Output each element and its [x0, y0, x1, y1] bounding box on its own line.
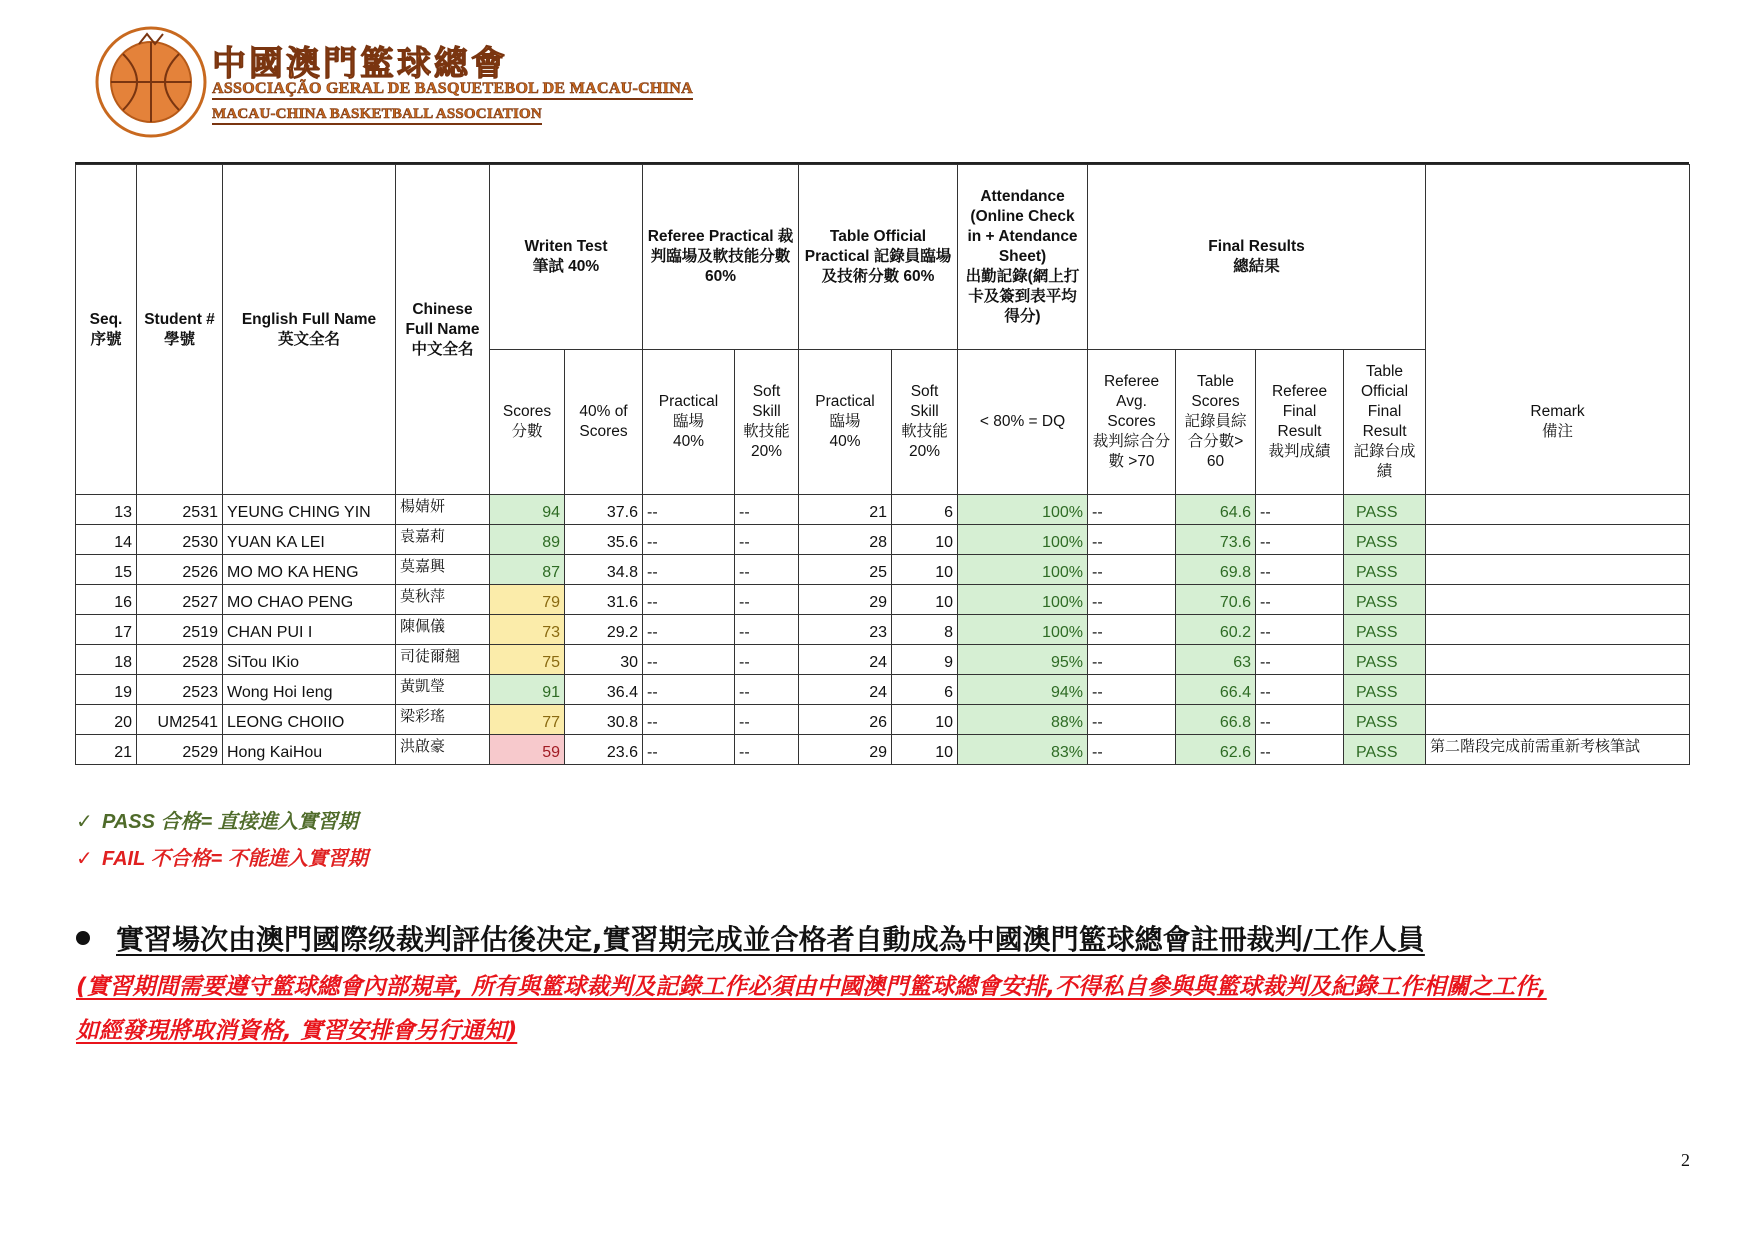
cell-seq: 19 — [76, 675, 137, 705]
cell-score: 89 — [490, 525, 565, 555]
cell-to-final: PASS — [1344, 525, 1426, 555]
cell-ref-soft: -- — [735, 615, 799, 645]
cell-english-name: YUAN KA LEI — [223, 525, 396, 555]
table-row — [76, 615, 1690, 645]
cell-remark — [1426, 675, 1690, 705]
legend-fail: ✓ FAIL 不合格= 不能進入實習期 — [76, 848, 368, 870]
cell-to-practical: 26 — [799, 705, 892, 735]
cell-chinese-name: 洪啟豪 — [396, 735, 490, 765]
cell-referee-avg: -- — [1088, 615, 1176, 645]
cell-to-final: PASS — [1344, 555, 1426, 585]
cell-remark — [1426, 645, 1690, 675]
cell-student-no: 2530 — [137, 525, 223, 555]
cell-to-soft: 10 — [892, 555, 958, 585]
results-table — [75, 164, 1690, 765]
basketball-seal-icon — [95, 26, 207, 138]
cell-english-name: LEONG CHOIIO — [223, 705, 396, 735]
sub-to-practical: Practical 臨場 40% — [799, 350, 892, 495]
cell-attendance: 100% — [958, 525, 1088, 555]
col-student-no: Student # 學號 — [137, 165, 223, 495]
sub-scores: Scores 分數 — [490, 350, 565, 495]
cell-referee-avg: -- — [1088, 525, 1176, 555]
sub-pct-scores: 40% of Scores — [565, 350, 643, 495]
cell-pct-score: 31.6 — [565, 585, 643, 615]
cell-chinese-name: 司徒爾翹 — [396, 645, 490, 675]
cell-to-soft: 6 — [892, 495, 958, 525]
cell-remark — [1426, 525, 1690, 555]
cell-chinese-name: 莫秋萍 — [396, 585, 490, 615]
cell-chinese-name: 莫嘉興 — [396, 555, 490, 585]
cell-referee-final: -- — [1256, 675, 1344, 705]
cell-pct-score: 29.2 — [565, 615, 643, 645]
cell-table-score: 60.2 — [1176, 615, 1256, 645]
org-name-portuguese: ASSOCIAÇÃO GERAL DE BASQUETEBOL DE MACAU-CHINA — [212, 80, 693, 97]
cell-to-soft: 10 — [892, 585, 958, 615]
cell-to-soft: 10 — [892, 735, 958, 765]
col-seq: Seq. 序號 — [76, 165, 137, 495]
cell-score: 79 — [490, 585, 565, 615]
legend-pass: ✓ PASS 合格= 直接進入實習期 — [76, 811, 358, 833]
cell-seq: 18 — [76, 645, 137, 675]
cell-remark — [1426, 585, 1690, 615]
table-row — [76, 555, 1690, 585]
cell-score: 77 — [490, 705, 565, 735]
cell-student-no: 2526 — [137, 555, 223, 585]
cell-ref-practical: -- — [643, 675, 735, 705]
cell-pct-score: 37.6 — [565, 495, 643, 525]
cell-to-practical: 25 — [799, 555, 892, 585]
cell-to-practical: 24 — [799, 675, 892, 705]
cell-remark — [1426, 615, 1690, 645]
cell-english-name: SiTou IKio — [223, 645, 396, 675]
cell-table-score: 64.6 — [1176, 495, 1256, 525]
cell-score: 75 — [490, 645, 565, 675]
cell-to-soft: 10 — [892, 525, 958, 555]
cell-ref-soft: -- — [735, 675, 799, 705]
cell-table-score: 69.8 — [1176, 555, 1256, 585]
cell-ref-practical: -- — [643, 735, 735, 765]
cell-seq: 21 — [76, 735, 137, 765]
cell-ref-soft: -- — [735, 645, 799, 675]
cell-table-score: 73.6 — [1176, 525, 1256, 555]
cell-referee-avg: -- — [1088, 555, 1176, 585]
cell-seq: 13 — [76, 495, 137, 525]
cell-to-final: PASS — [1344, 585, 1426, 615]
cell-pct-score: 30 — [565, 645, 643, 675]
cell-score: 73 — [490, 615, 565, 645]
check-icon: ✓ — [76, 811, 93, 833]
col-referee-practical: Referee Practical 裁判臨場及軟技能分數 60% — [643, 165, 799, 350]
cell-table-score: 62.6 — [1176, 735, 1256, 765]
table-row — [76, 705, 1690, 735]
check-icon: ✓ — [76, 848, 93, 870]
cell-to-final: PASS — [1344, 495, 1426, 525]
cell-table-score: 63 — [1176, 645, 1256, 675]
cell-english-name: MO MO KA HENG — [223, 555, 396, 585]
table-row — [76, 525, 1690, 555]
cell-referee-avg: -- — [1088, 495, 1176, 525]
cell-to-final: PASS — [1344, 735, 1426, 765]
cell-pct-score: 30.8 — [565, 705, 643, 735]
cell-attendance: 95% — [958, 645, 1088, 675]
col-final-results: Final Results 總結果 — [1088, 165, 1426, 350]
org-name-chinese: 中國澳門籃球總會 — [212, 44, 508, 84]
cell-score: 94 — [490, 495, 565, 525]
cell-table-score: 66.4 — [1176, 675, 1256, 705]
sub-referee-avg: Referee Avg. Scores 裁判綜合分數 >70 — [1088, 350, 1176, 495]
cell-remark — [1426, 555, 1690, 585]
col-attendance: Attendance (Online Check in + Atendance Sheet) 出勤記錄(網上打卡及簽到表平均得分) — [958, 165, 1088, 350]
cell-to-soft: 10 — [892, 705, 958, 735]
cell-pct-score: 35.6 — [565, 525, 643, 555]
cell-table-score: 66.8 — [1176, 705, 1256, 735]
cell-attendance: 83% — [958, 735, 1088, 765]
cell-table-score: 70.6 — [1176, 585, 1256, 615]
col-chinese-name: Chinese Full Name 中文全名 — [396, 165, 490, 495]
cell-attendance: 100% — [958, 585, 1088, 615]
cell-english-name: CHAN PUI I — [223, 615, 396, 645]
table-row — [76, 495, 1690, 525]
cell-to-soft: 6 — [892, 675, 958, 705]
cell-to-final: PASS — [1344, 705, 1426, 735]
cell-attendance: 94% — [958, 675, 1088, 705]
cell-ref-practical: -- — [643, 705, 735, 735]
cell-student-no: 2528 — [137, 645, 223, 675]
table-row — [76, 675, 1690, 705]
cell-chinese-name: 陳佩儀 — [396, 615, 490, 645]
internship-rules-line1: (實習期間需要遵守籃球總會內部規章, 所有與籃球裁判及記錄工作必須由中國澳門籃球總會安排,不得私自參與與籃球裁判及紀錄工作相關之工作, — [76, 974, 1547, 1000]
cell-referee-avg: -- — [1088, 675, 1176, 705]
cell-to-practical: 21 — [799, 495, 892, 525]
cell-score: 87 — [490, 555, 565, 585]
sub-to-final: Table Official Final Result 記錄台成績 — [1344, 350, 1426, 495]
cell-seq: 17 — [76, 615, 137, 645]
internship-rules-line2: 如經發現將取消資格, 實習安排會另行通知) — [76, 1018, 518, 1044]
cell-student-no: 2531 — [137, 495, 223, 525]
cell-referee-final: -- — [1256, 645, 1344, 675]
cell-attendance: 100% — [958, 555, 1088, 585]
cell-ref-soft: -- — [735, 525, 799, 555]
cell-chinese-name: 梁彩瑤 — [396, 705, 490, 735]
cell-remark — [1426, 705, 1690, 735]
cell-remark — [1426, 495, 1690, 525]
sub-ref-practical: Practical 臨場 40% — [643, 350, 735, 495]
sub-attendance-rule: < 80% = DQ — [958, 350, 1088, 495]
cell-chinese-name: 楊婧妍 — [396, 495, 490, 525]
col-remark-top — [1426, 165, 1690, 350]
cell-ref-soft: -- — [735, 705, 799, 735]
cell-ref-practical: -- — [643, 525, 735, 555]
cell-referee-avg: -- — [1088, 705, 1176, 735]
cell-chinese-name: 袁嘉莉 — [396, 525, 490, 555]
cell-to-practical: 29 — [799, 585, 892, 615]
cell-pct-score: 34.8 — [565, 555, 643, 585]
cell-to-final: PASS — [1344, 615, 1426, 645]
cell-seq: 16 — [76, 585, 137, 615]
cell-remark: 第二階段完成前需重新考核筆試 — [1426, 735, 1690, 765]
col-written-test: Writen Test 筆試 40% — [490, 165, 643, 350]
cell-ref-practical: -- — [643, 615, 735, 645]
col-english-name: English Full Name 英文全名 — [223, 165, 396, 495]
cell-ref-practical: -- — [643, 555, 735, 585]
cell-attendance: 88% — [958, 705, 1088, 735]
cell-pct-score: 36.4 — [565, 675, 643, 705]
sub-table-scores: Table Scores 記錄員綜合分數> 60 — [1176, 350, 1256, 495]
sub-referee-final: Referee Final Result 裁判成績 — [1256, 350, 1344, 495]
cell-chinese-name: 黃凱瑩 — [396, 675, 490, 705]
table-row — [76, 645, 1690, 675]
cell-english-name: MO CHAO PENG — [223, 585, 396, 615]
cell-referee-final: -- — [1256, 495, 1344, 525]
cell-referee-final: -- — [1256, 555, 1344, 585]
cell-ref-soft: -- — [735, 735, 799, 765]
table-row — [76, 735, 1690, 765]
cell-student-no: 2519 — [137, 615, 223, 645]
cell-student-no: UM2541 — [137, 705, 223, 735]
cell-to-soft: 9 — [892, 645, 958, 675]
cell-ref-soft: -- — [735, 495, 799, 525]
cell-score: 91 — [490, 675, 565, 705]
cell-student-no: 2529 — [137, 735, 223, 765]
cell-english-name: Hong KaiHou — [223, 735, 396, 765]
bullet-icon — [76, 931, 90, 945]
cell-to-soft: 8 — [892, 615, 958, 645]
cell-referee-final: -- — [1256, 735, 1344, 765]
cell-to-practical: 29 — [799, 735, 892, 765]
cell-attendance: 100% — [958, 495, 1088, 525]
page-number: 2 — [1681, 1150, 1690, 1170]
cell-pct-score: 23.6 — [565, 735, 643, 765]
association-logo — [95, 26, 207, 138]
cell-score: 59 — [490, 735, 565, 765]
cell-ref-practical: -- — [643, 495, 735, 525]
cell-english-name: Wong Hoi Ieng — [223, 675, 396, 705]
cell-ref-soft: -- — [735, 585, 799, 615]
cell-seq: 14 — [76, 525, 137, 555]
cell-to-final: PASS — [1344, 675, 1426, 705]
cell-seq: 15 — [76, 555, 137, 585]
cell-referee-final: -- — [1256, 525, 1344, 555]
internship-note: 實習場次由澳門國際级裁判評估後决定,實習期完成並合格者自動成為中國澳門籃球總會註冊裁判/工作人員 — [76, 918, 1425, 958]
cell-referee-final: -- — [1256, 585, 1344, 615]
cell-student-no: 2523 — [137, 675, 223, 705]
cell-ref-practical: -- — [643, 585, 735, 615]
cell-to-final: PASS — [1344, 645, 1426, 675]
cell-student-no: 2527 — [137, 585, 223, 615]
cell-to-practical: 28 — [799, 525, 892, 555]
cell-referee-final: -- — [1256, 615, 1344, 645]
table-row — [76, 585, 1690, 615]
cell-to-practical: 23 — [799, 615, 892, 645]
cell-attendance: 100% — [958, 615, 1088, 645]
cell-english-name: YEUNG CHING YIN — [223, 495, 396, 525]
cell-referee-avg: -- — [1088, 585, 1176, 615]
cell-ref-practical: -- — [643, 645, 735, 675]
cell-referee-final: -- — [1256, 705, 1344, 735]
cell-ref-soft: -- — [735, 555, 799, 585]
col-remark: Remark 備注 — [1426, 350, 1690, 495]
sub-ref-soft-skill: Soft Skill 軟技能 20% — [735, 350, 799, 495]
cell-referee-avg: -- — [1088, 645, 1176, 675]
cell-to-practical: 24 — [799, 645, 892, 675]
cell-referee-avg: -- — [1088, 735, 1176, 765]
cell-seq: 20 — [76, 705, 137, 735]
org-name-english: MACAU-CHINA BASKETBALL ASSOCIATION — [212, 106, 542, 122]
col-table-official-practical: Table Official Practical 記錄員臨場及技術分數 60% — [799, 165, 958, 350]
sub-to-soft-skill: Soft Skill 軟技能 20% — [892, 350, 958, 495]
